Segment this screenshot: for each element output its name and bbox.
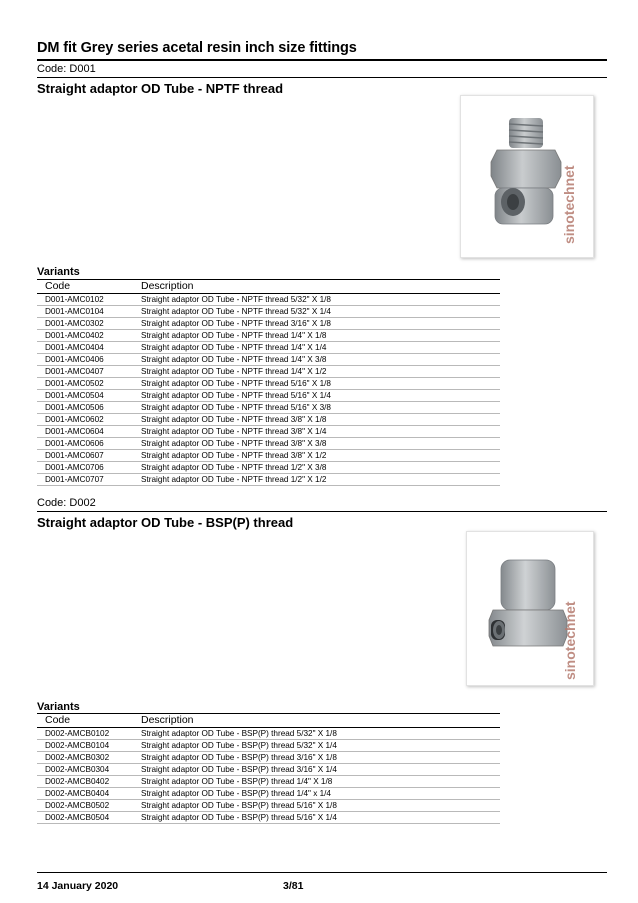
table-row <box>37 318 500 330</box>
variant-description: Straight adaptor OD Tube - BSP(P) thread 1/4" x 1/4 <box>141 789 331 798</box>
variant-description: Straight adaptor OD Tube - NPTF thread 3/8" X 1/8 <box>141 415 327 424</box>
variant-description: Straight adaptor OD Tube - NPTF thread 5/16" X 1/8 <box>141 379 331 388</box>
variant-code: D002-AMCB0304 <box>45 765 110 774</box>
variant-description: Straight adaptor OD Tube - NPTF thread 5/16" X 3/8 <box>141 403 331 412</box>
variants-label: Variants <box>37 701 80 713</box>
variant-description: Straight adaptor OD Tube - BSP(P) thread 5/32" X 1/8 <box>141 729 337 738</box>
product-title: Straight adaptor OD Tube - BSP(P) thread <box>37 515 294 530</box>
variant-description: Straight adaptor OD Tube - NPTF thread 5/32" X 1/4 <box>141 307 331 316</box>
variant-code: D001-AMC0102 <box>45 295 104 304</box>
table-row <box>37 438 500 450</box>
footer-divider <box>37 872 607 873</box>
column-description-header: Description <box>141 714 194 726</box>
table-row <box>37 354 500 366</box>
variant-description: Straight adaptor OD Tube - BSP(P) thread 5/16" X 1/4 <box>141 813 337 822</box>
page-title: DM fit Grey series acetal resin inch size fittings <box>37 40 357 56</box>
variant-code: D002-AMCB0402 <box>45 777 110 786</box>
column-description-header: Description <box>141 280 194 292</box>
variant-description: Straight adaptor OD Tube - NPTF thread 3/8" X 3/8 <box>141 439 327 448</box>
table-row <box>37 294 500 306</box>
thread-end <box>509 118 543 148</box>
variant-code: D001-AMC0606 <box>45 439 104 448</box>
watermark: sinotechnet <box>562 601 578 680</box>
variant-code: D002-AMCB0502 <box>45 801 110 810</box>
table-row <box>37 330 500 342</box>
code-divider <box>37 77 607 78</box>
variant-code: D001-AMC0504 <box>45 391 104 400</box>
variant-code: D001-AMC0407 <box>45 367 104 376</box>
table-row <box>37 366 500 378</box>
variant-description: Straight adaptor OD Tube - NPTF thread 1/2" X 3/8 <box>141 463 327 472</box>
code-divider <box>37 511 607 512</box>
product-code: Code: D002 <box>37 497 96 509</box>
variant-description: Straight adaptor OD Tube - NPTF thread 3/16" X 1/8 <box>141 319 331 328</box>
table-row <box>37 740 500 752</box>
table-row <box>37 306 500 318</box>
variant-code: D001-AMC0607 <box>45 451 104 460</box>
watermark: sinotechnet <box>561 165 577 244</box>
variant-description: Straight adaptor OD Tube - BSP(P) thread 5/16" X 1/8 <box>141 801 337 810</box>
footer-date: 14 January 2020 <box>37 880 119 892</box>
table-row <box>37 812 500 824</box>
variant-description: Straight adaptor OD Tube - NPTF thread 3/8" X 1/4 <box>141 427 327 436</box>
table-row <box>37 788 500 800</box>
variant-code: D001-AMC0402 <box>45 331 104 340</box>
variant-description: Straight adaptor OD Tube - NPTF thread 3/8" X 1/2 <box>141 451 327 460</box>
table-header <box>37 280 500 294</box>
variant-code: D001-AMC0406 <box>45 355 104 364</box>
variants-table <box>37 714 500 824</box>
table-row <box>37 402 500 414</box>
variants-label: Variants <box>37 266 80 278</box>
table-row <box>37 426 500 438</box>
variant-description: Straight adaptor OD Tube - NPTF thread 1/4" X 1/4 <box>141 343 327 352</box>
page-number: 3/81 <box>283 880 304 892</box>
variant-description: Straight adaptor OD Tube - NPTF thread 1/4" X 1/2 <box>141 367 327 376</box>
product-photo <box>466 531 594 686</box>
fitting-photo-icon <box>461 96 594 258</box>
variant-code: D002-AMCB0302 <box>45 753 110 762</box>
fitting-photo-icon <box>467 532 594 686</box>
variant-code: D001-AMC0604 <box>45 427 104 436</box>
variant-description: Straight adaptor OD Tube - NPTF thread 1/4" X 3/8 <box>141 355 327 364</box>
table-row <box>37 378 500 390</box>
table-row <box>37 776 500 788</box>
variant-code: D001-AMC0506 <box>45 403 104 412</box>
table-row <box>37 390 500 402</box>
variant-description: Straight adaptor OD Tube - NPTF thread 5/16" X 1/4 <box>141 391 331 400</box>
variant-code: D002-AMCB0104 <box>45 741 110 750</box>
product-code: Code: D001 <box>37 63 96 75</box>
variant-code: D002-AMCB0404 <box>45 789 110 798</box>
column-code-header: Code <box>45 714 71 726</box>
title-divider <box>37 59 607 61</box>
table-row <box>37 800 500 812</box>
table-header <box>37 714 500 728</box>
table-row <box>37 414 500 426</box>
variant-description: Straight adaptor OD Tube - NPTF thread 1/4" X 1/8 <box>141 331 327 340</box>
variant-code: D001-AMC0502 <box>45 379 104 388</box>
variant-description: Straight adaptor OD Tube - BSP(P) thread 5/32" X 1/4 <box>141 741 337 750</box>
variant-description: Straight adaptor OD Tube - BSP(P) thread 3/16" X 1/8 <box>141 753 337 762</box>
table-row <box>37 728 500 740</box>
table-row <box>37 764 500 776</box>
product-photo <box>460 95 594 258</box>
variant-code: D001-AMC0602 <box>45 415 104 424</box>
table-row <box>37 462 500 474</box>
variant-code: D001-AMC0706 <box>45 463 104 472</box>
variant-code: D002-AMCB0504 <box>45 813 110 822</box>
variant-description: Straight adaptor OD Tube - NPTF thread 1/2" X 1/2 <box>141 475 327 484</box>
variant-description: Straight adaptor OD Tube - NPTF thread 5/32" X 1/8 <box>141 295 331 304</box>
column-code-header: Code <box>45 280 71 292</box>
variant-description: Straight adaptor OD Tube - BSP(P) thread 3/16" X 1/4 <box>141 765 337 774</box>
table-row <box>37 450 500 462</box>
variant-code: D001-AMC0404 <box>45 343 104 352</box>
table-row <box>37 342 500 354</box>
variants-table <box>37 280 500 486</box>
variant-code: D001-AMC0302 <box>45 319 104 328</box>
variant-code: D001-AMC0707 <box>45 475 104 484</box>
table-row <box>37 752 500 764</box>
variant-description: Straight adaptor OD Tube - BSP(P) thread 1/4" X 1/8 <box>141 777 333 786</box>
variant-code: D002-AMCB0102 <box>45 729 110 738</box>
table-row <box>37 474 500 486</box>
variant-code: D001-AMC0104 <box>45 307 104 316</box>
product-title: Straight adaptor OD Tube - NPTF thread <box>37 81 284 96</box>
